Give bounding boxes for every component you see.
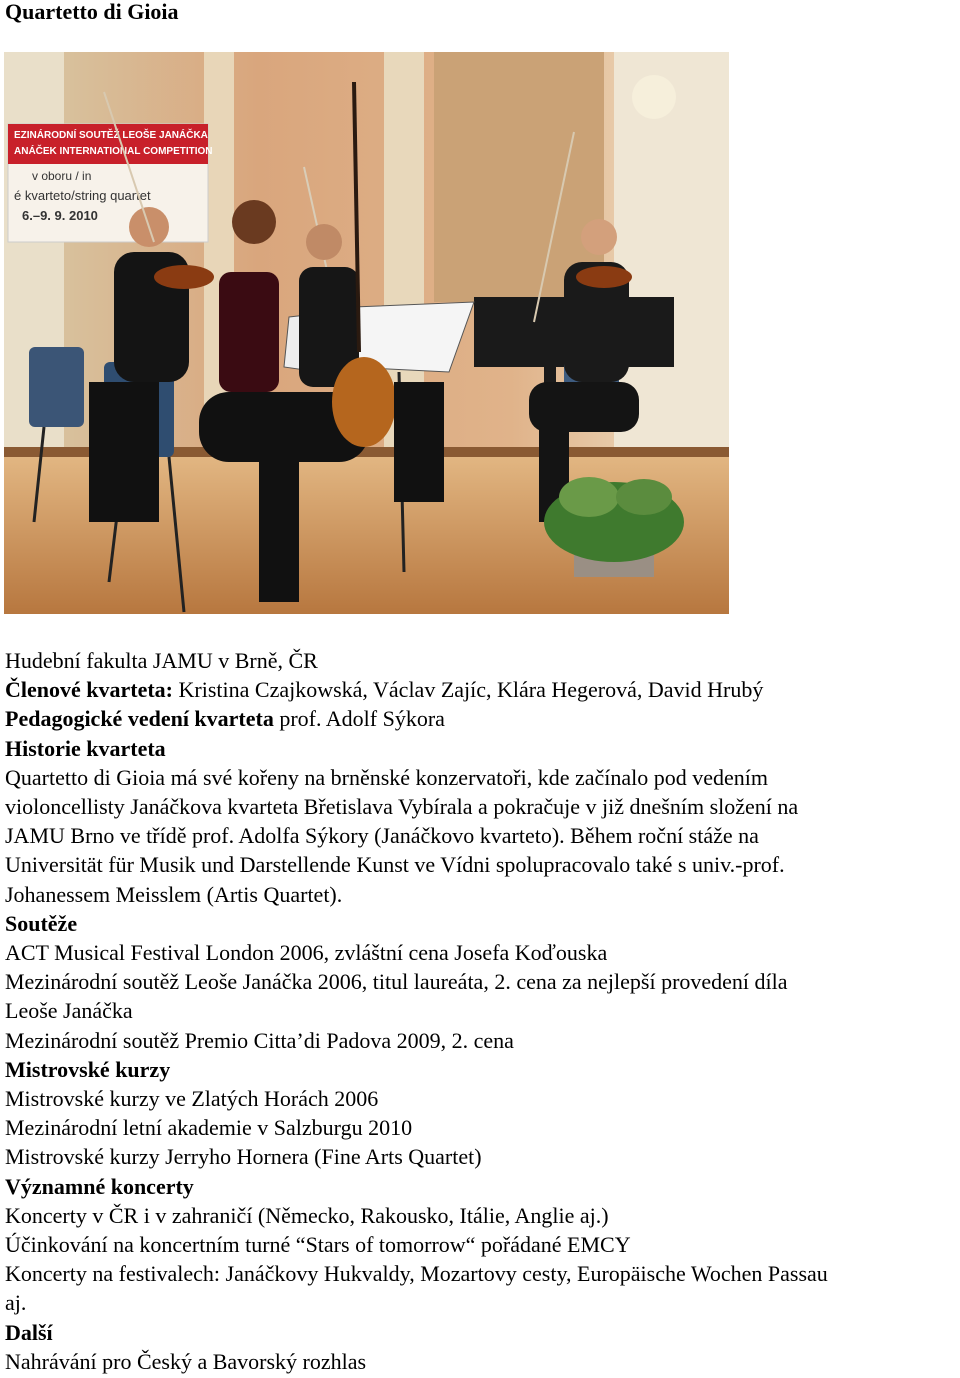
concert-line: Koncerty na festivalech: Janáčkovy Hukvaldy, Mozartovy cesty, Europäische Wochen Passau <box>5 1261 828 1287</box>
concert-line: aj. <box>5 1290 27 1316</box>
masterclass-line: Mistrovské kurzy Jerryho Hornera (Fine Arts Quartet) <box>5 1144 482 1170</box>
masterclass-line: Mistrovské kurzy ve Zlatých Horách 2006 <box>5 1086 379 1112</box>
faculty-line: Hudební fakulta JAMU v Brně, ČR <box>5 648 318 673</box>
competition-line: Leoše Janáčka <box>5 998 133 1024</box>
pedagog-line <box>5 704 960 733</box>
competition-line: Mezinárodní soutěž Premio Citta’di Padova 2009, 2. cena <box>5 1027 514 1053</box>
poster-line-2: ANÁČEK INTERNATIONAL COMPETITION <box>14 146 213 157</box>
concerts-heading: Významné koncerty <box>5 1173 194 1199</box>
concert-line: Účinkování na koncertním turné “Stars of tomorrow“ pořádané EMCY <box>5 1232 631 1258</box>
history-line: violoncellisty Janáčkova kvarteta Břetislava Vybírala a pokračuje v již dnešním složení na <box>5 794 799 820</box>
competition-poster <box>8 124 213 242</box>
quartet-info <box>5 646 960 1376</box>
other-line: Nahrávání pro Český a Bavorský rozhlas <box>5 1348 367 1374</box>
poster-line-4: é kvarteto/string quartet <box>14 188 151 203</box>
members-value: Kristina Czajkowská, Václav Zajíc, Klára Hegerová, David Hrubý <box>173 677 764 703</box>
history-heading: Historie kvarteta <box>5 735 166 761</box>
history-line: Johanessem Meisslem (Artis Quartet). <box>5 881 343 907</box>
pedagog-label: Pedagogické vedení kvarteta <box>5 706 274 732</box>
other-heading: Další <box>5 1319 53 1345</box>
document-title: Quartetto di Gioia <box>5 0 179 24</box>
poster-line-5: 6.–9. 9. 2010 <box>22 208 98 223</box>
quartet-photo-drawing <box>4 52 729 614</box>
poster-line-1: EZINÁRODNÍ SOUTĚŽ LEOŠE JANÁČKA <box>14 130 208 141</box>
pedagog-value: prof. Adolf Sýkora <box>273 706 445 732</box>
competition-line: Mezinárodní soutěž Leoše Janáčka 2006, titul laureáta, 2. cena za nejlepší provedení díla <box>5 969 788 995</box>
poster-line-3: v oboru / in <box>32 169 92 183</box>
members-label: Členové kvarteta: <box>5 677 174 703</box>
quartet-photo <box>4 52 729 614</box>
competitions-heading: Soutěže <box>5 910 78 936</box>
masterclass-heading: Mistrovské kurzy <box>5 1056 171 1082</box>
history-line: JAMU Brno ve třídě prof. Adolfa Sýkory (Janáčkovo kvarteto). Během roční stáže na <box>5 823 759 849</box>
competition-line: ACT Musical Festival London 2006, zvláštní cena Josefa Koďouska <box>5 940 608 966</box>
history-line: Quartetto di Gioia má své kořeny na brněnské konzervatoři, kde začínalo pod vedením <box>5 764 769 790</box>
masterclass-line: Mezinárodní letní akademie v Salzburgu 2010 <box>5 1115 413 1141</box>
concert-line: Koncerty v ČR i v zahraničí (Německo, Rakousko, Itálie, Anglie aj.) <box>5 1202 609 1228</box>
history-line: Universität für Musik und Darstellende Kunst ve Vídni spolupracovalo také s univ.-prof. <box>5 852 785 878</box>
members-line <box>5 675 960 704</box>
